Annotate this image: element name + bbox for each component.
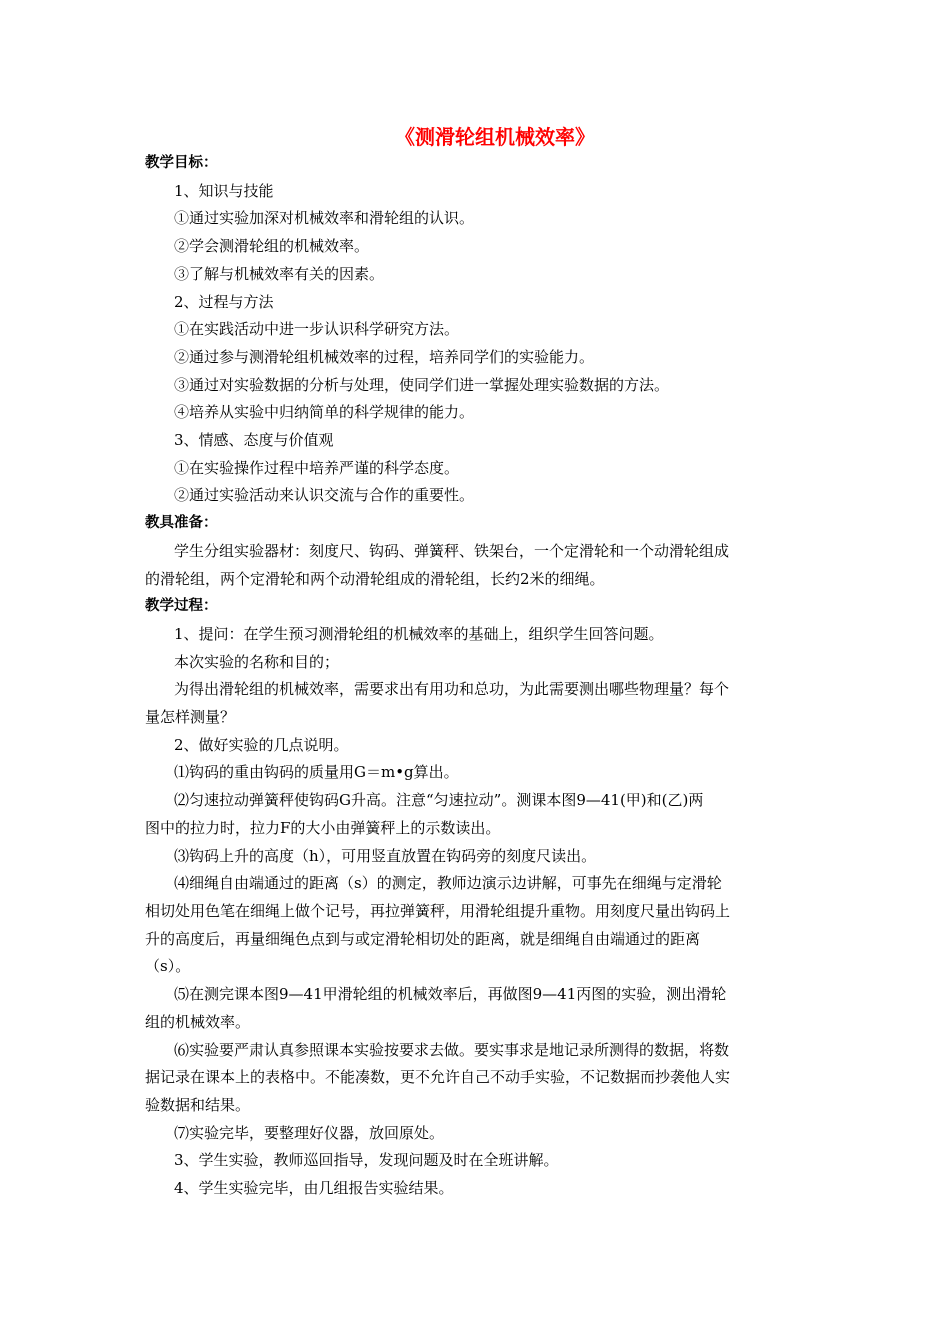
text-line: 升的高度后，再量细绳色点到与或定滑轮相切处的距离，就是细绳自由端通过的距离: [145, 929, 701, 948]
text-line: 相切处用色笔在细绳上做个记号，再拉弹簧秤，用滑轮组提升重物。用刻度尺量出钩码上: [145, 901, 731, 920]
text-line: ⑹实验要严肃认真参照课本实验按要求去做。要实事求是地记录所测得的数据，将数: [174, 1040, 730, 1059]
text-line: ④培养从实验中归纳简单的科学规律的能力。: [174, 403, 475, 422]
text-line: ⑶钩码上升的高度（h），可用竖直放置在钩码旁的刻度尺读出。: [174, 846, 597, 865]
text-line: ①通过实验加深对机械效率和滑轮组的认识。: [174, 209, 475, 228]
text-line: 图中的拉力时，拉力F的大小由弹簧秤上的示数读出。: [145, 818, 501, 837]
document-title: 《测滑轮组机械效率》: [395, 125, 595, 149]
text-line: 量怎样测量？: [145, 708, 236, 727]
text-line: 组的机械效率。: [145, 1012, 251, 1031]
text-line: 验数据和结果。: [145, 1095, 251, 1114]
text-line: 3、学生实验，教师巡回指导，发现问题及时在全班讲解。: [174, 1151, 559, 1170]
document-body: [145, 150, 805, 1203]
text-line: ⑷细绳自由端通过的距离（s）的测定，教师边演示边讲解，可事先在细绳与定滑轮: [174, 874, 722, 893]
text-line: 1、知识与技能: [174, 181, 274, 200]
text-line: ⑺实验完毕，要整理好仪器，放回原处。: [174, 1123, 445, 1142]
text-line: 为得出滑轮组的机械效率，需要求出有用功和总功，为此需要测出哪些物理量？每个: [174, 680, 730, 699]
text-line: ③通过对实验数据的分析与处理，使同学们进一掌握处理实验数据的方法。: [174, 375, 670, 394]
text-line: ⑴钩码的重由钩码的质量用G＝m•g算出。: [174, 763, 459, 782]
text-line: 3、情感、态度与价值观: [174, 431, 334, 450]
text-line: （s）。: [145, 957, 191, 976]
text-line: ①在实验操作过程中培养严谨的科学态度。: [174, 458, 460, 477]
text-line: ②通过实验活动来认识交流与合作的重要性。: [174, 486, 475, 505]
section-heading: 教学目标：: [145, 155, 218, 171]
text-line: ①在实践活动中进一步认识科学研究方法。: [174, 320, 460, 339]
text-line: 据记录在课本上的表格中。不能凑数，更不允许自己不动手实验，不记数据而抄袭他人实: [145, 1068, 731, 1087]
text-line: 2、过程与方法: [174, 292, 274, 311]
text-line: 2、做好实验的几点说明。: [174, 735, 349, 754]
text-line: ③了解与机械效率有关的因素。: [174, 264, 385, 283]
text-line: 的滑轮组，两个定滑轮和两个动滑轮组成的滑轮组，长约2米的细绳。: [145, 569, 605, 588]
text-line: 本次实验的名称和目的；: [174, 652, 340, 671]
text-line: 1、提问：在学生预习测滑轮组的机械效率的基础上，组织学生回答问题。: [174, 624, 664, 643]
text-line: ⑸在测完课本图9—41甲滑轮组的机械效率后，再做图9—41丙图的实验，测出滑轮: [174, 985, 727, 1004]
text-line: 学生分组实验器材：刻度尺、钩码、弹簧秤、铁架台，一个定滑轮和一个动滑轮组成: [174, 541, 730, 560]
text-line: ②学会测滑轮组的机械效率。: [174, 237, 370, 256]
text-line: 4、学生实验完毕，由几组报告实验结果。: [174, 1179, 454, 1198]
text-line: ⑵匀速拉动弹簧秤使钩码G升高。注意“匀速拉动”。测课本图9—41(甲)和(乙)两: [174, 791, 704, 810]
section-heading: 教具准备：: [145, 515, 218, 532]
section-heading: 教学过程：: [145, 598, 218, 615]
text-line: ②通过参与测滑轮组机械效率的过程，培养同学们的实验能力。: [174, 347, 595, 366]
